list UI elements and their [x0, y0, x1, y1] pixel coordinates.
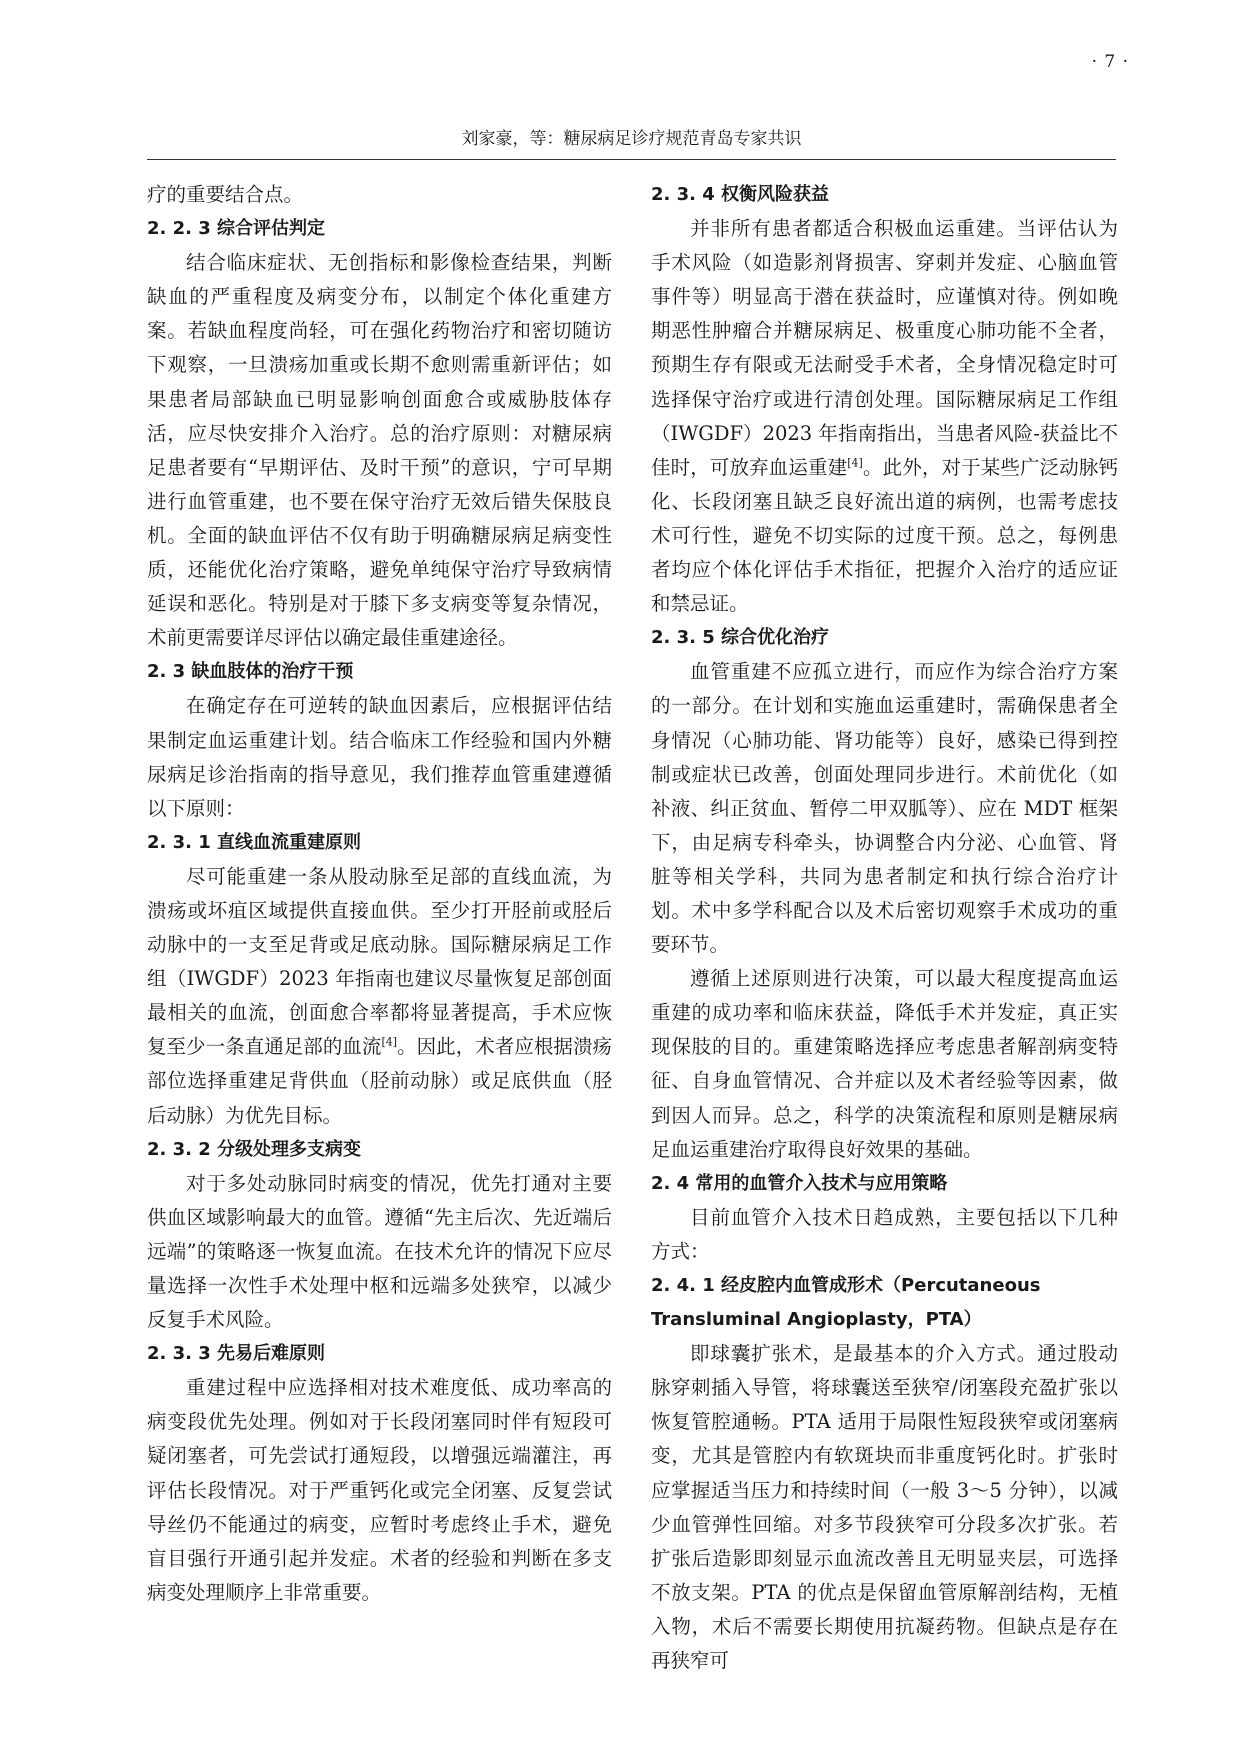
- section-heading-2-3: 2. 3 缺血肢体的治疗干预: [147, 661, 354, 683]
- page-number: · 7 ·: [1091, 52, 1129, 72]
- section-heading-2-3-5: 2. 3. 5 综合优化治疗: [651, 627, 830, 649]
- right-column: [651, 178, 1118, 1678]
- paragraph-2-3-4-text-a: 并非所有患者都适合积极血运重建。当评估认为手术风险（如造影剂肾损害、穿刺并发症、心脑血管事件等）明显高于潜在获益时，应谨慎对待。例如晚期恶性肿瘤合并糖尿病足、极重度心肺功能不全者，预期生存有限或无法耐受手术者，全身情况稳定时可选择保守治疗或进行清创处理。国际糖尿病足工作组（IWGDF）2023 年指南指出，当患者风险-获益比不佳时，可放弃血运重建: [651, 217, 1118, 479]
- section-heading-2-4-1: 2. 4. 1 经皮腔内血管成形术（Percutaneous Transluminal Angioplasty，PTA）: [651, 1275, 1041, 1331]
- paragraph-2-4-1: 即球囊扩张术，是最基本的介入方式。通过股动脉穿刺插入导管，将球囊送至狭窄/闭塞段充盈扩张以恢复管腔通畅。PTA 适用于局限性短段狭窄或闭塞病变，尤其是管腔内有软斑块而非重度钙化时。扩张时应掌握适当压力和持续时间（一般 3～5 分钟），以减少血管弹性回缩。对多节段狭窄可分段多次扩张。若扩张后造影即刻显示血流改善且无明显夹层，可选择不放支架。PTA 的优点是保留血管原解剖结构，无植入物，术后不需要长期使用抗凝药物。但缺点是存在再狭窄可: [651, 1342, 1118, 1673]
- paragraph-continued: 疗的重要结合点。: [147, 183, 304, 206]
- citation-ref: [4]: [847, 456, 863, 470]
- section-heading-2-3-3: 2. 3. 3 先易后难原则: [147, 1343, 326, 1365]
- header-rule: [147, 159, 1116, 160]
- paragraph-2-4: 目前血管介入技术日趋成熟，主要包括以下几种方式：: [651, 1205, 1118, 1263]
- paragraph-2-3-4: [651, 212, 1118, 621]
- paragraph-2-3-1-text-b: 。因此，术者应根据溃疡部位选择重建足背供血（胫前动脉）或足底供血（胫后动脉）为优先目标。: [147, 1035, 612, 1127]
- paragraph-2-2-3: 结合临床症状、无创指标和影像检查结果，判断缺血的严重程度及病变分布，以制定个体化重建方案。若缺血程度尚轻，可在强化药物治疗和密切随访下观察，一旦溃疡加重或长期不愈则需重新评估；如果患者局部缺血已明显影响创面愈合或威胁肢体存活，应尽快安排介入治疗。总的治疗原则：对糖尿病足患者要有“早期评估、及时干预”的意识，宁可早期进行血管重建，也不要在保守治疗无效后错失保肢良机。全面的缺血评估不仅有助于明确糖尿病足病变性质，还能优化治疗策略，避免单纯保守治疗导致病情延误和恶化。特别是对于膝下多支病变等复杂情况，术前更需要详尽评估以确定最佳重建途径。: [147, 251, 612, 650]
- section-heading-2-4: 2. 4 常用的血管介入技术与应用策略: [651, 1172, 948, 1194]
- paragraph-2-3-5: 血管重建不应孤立进行，而应作为综合治疗方案的一部分。在计划和实施血运重建时，需确保患者全身情况（心肺功能、肾功能等）良好，感染已得到控制或症状已改善，创面处理同步进行。术前优化（如补液、纠正贫血、暂停二甲双胍等）、应在 MDT 框架下，由足病专科牵头，协调整合内分泌、心血管、肾脏等相关学科，共同为患者制定和执行综合治疗计划。术中多学科配合以及术后密切观察手术成功的重要环节。: [651, 660, 1118, 957]
- paragraph-2-3: 在确定存在可逆转的缺血因素后，应根据评估结果制定血运重建计划。结合临床工作经验和国内外糖尿病足诊治指南的指导意见，我们推荐血管重建遵循以下原则：: [147, 694, 612, 820]
- paragraph-2-3-1: [147, 860, 612, 1133]
- running-header: 刘家豪，等：糖尿病足诊疗规范青岛专家共识: [461, 129, 802, 149]
- paragraph-2-3-5-second: 遵循上述原则进行决策，可以最大程度提高血运重建的成功率和临床获益，降低手术并发症，真正实现保肢的目的。重建策略选择应考虑患者解剖病变特征、自身血管情况、合并症以及术者经验等因素，做到因人而异。总之，科学的决策流程和原则是糖尿病足血运重建治疗取得良好效果的基础。: [651, 967, 1118, 1161]
- section-heading-2-3-4: 2. 3. 4 权衡风险获益: [651, 184, 830, 205]
- section-heading-2-3-2: 2. 3. 2 分级处理多支病变: [147, 1138, 362, 1160]
- paragraph-2-3-1-text-a: 尽可能重建一条从股动脉至足部的直线血流，为溃疡或坏疽区域提供直接血供。至少打开胫前或胫后动脉中的一支至足背或足底动脉。国际糖尿病足工作组（IWGDF）2023 年指南也建议尽量恢复足部创面最相关的血流，创面愈合率都将显著提高，手术应恢复至少一条直通足部的血流: [147, 864, 612, 1059]
- paragraph-2-3-4-text-b: 。此外，对于某些广泛动脉钙化、长段闭塞且缺乏良好流出道的病例，也需考虑技术可行性，避免不切实际的过度干预。总之，每例患者均应个体化评估手术指征，把握介入治疗的适应证和禁忌证。: [651, 455, 1118, 616]
- paragraph-2-3-2: 对于多处动脉同时病变的情况，优先打通对主要供血区域影响最大的血管。遵循“先主后次、先近端后远端”的策略逐一恢复血流。在技术允许的情况下应尽量选择一次性手术处理中枢和远端多处狭窄，以减少反复手术风险。: [147, 1171, 612, 1332]
- paragraph-2-3-3: 重建过程中应选择相对技术难度低、成功率高的病变段优先处理。例如对于长段闭塞同时伴有短段可疑闭塞者，可先尝试打通短段，以增强远端灌注，再评估长段情况。对于严重钙化或完全闭塞、反复尝试导丝仍不能通过的病变，应暂时考虑终止手术，避免盲目强行开通引起并发症。术者的经验和判断在多支病变处理顺序上非常重要。: [147, 1376, 612, 1604]
- citation-ref: [4]: [381, 1035, 398, 1049]
- section-heading-2-2-3: 2. 2. 3 综合评估判定: [147, 218, 326, 240]
- left-column: [147, 178, 612, 1610]
- section-heading-2-3-1: 2. 3. 1 直线血流重建原则: [147, 831, 362, 853]
